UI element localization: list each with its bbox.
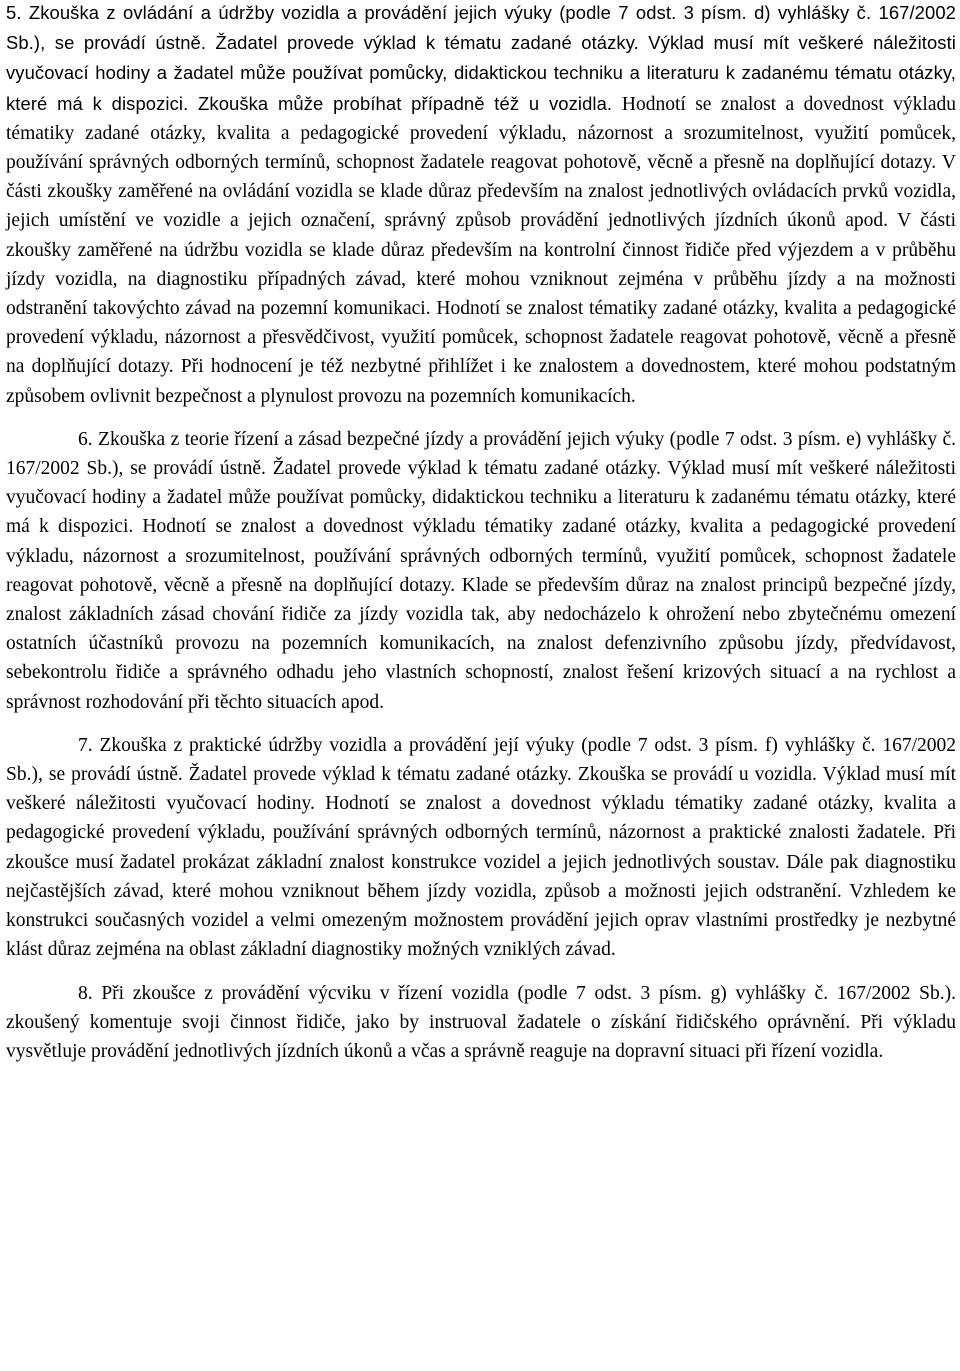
paragraph-6 [6, 425, 956, 717]
paragraph-7-body: 7. Zkouška z praktické údržby vozidla a provádění její výuky (podle 7 odst. 3 písm. f) vyhlášky č. 167/2002 Sb.), se provádí ústně. Žadatel provede výklad k tématu zadané otázky. Zkouška se provádí u vozidla. Výklad musí mít veškeré náležitosti vyučovací hodiny. Hodnotí se znalost a dovednost výkladu tématiky zadané otázky, kvalita a pedagogické provedení výkladu, používání správných odborných termínů, názornost a praktické znalosti žadatele. Při zkoušce musí žadatel prokázat základní znalost konstrukce vozidel a jejich jednotlivých soustav. Dále pak diagnostiku nejčastějších závad, které mohou vzniknout během jízdy vozidla, způsob a možnosti jejich odstranění. Vzhledem ke konstrukci současných vozidel a velmi omezeným možnostem provádění jejich oprav vlastními prostředky je nezbytné klást důraz zejména na oblast základní diagnostiky možných vzniklých závad. [6, 734, 956, 961]
paragraph-5-body: Hodnotí se znalost a dovednost výkladu tématiky zadané otázky, kvalita a pedagogické provedení výkladu, názornost a srozumitelnost, využití pomůcek, používání správných odborných termínů, schopnost žadatele reagovat pohotově, věcně a přesně na doplňující dotazy. V části zkoušky zaměřené na ovládání vozidla se klade důraz především na znalost jednotlivých ovládacích prvků vozidla, jejich umístění ve vozidle a jejich označení, správný způsob provádění jednotlivých jízdních úkonů apod. V části zkoušky zaměřené na údržbu vozidla se klade důraz především na kontrolní činnost řidiče před výjezdem a v průběhu jízdy vozidla, na diagnostiku případných závad, které mohou vzniknout zejména v průběhu jízdy a na možnosti odstranění takovýchto závad na pozemní komunikaci. Hodnotí se znalost tématiky zadané otázky, kvalita a pedagogické provedení výkladu, názornost a přesvědčivost, využití pomůcek, schopnost žadatele reagovat pohotově, věcně a přesně na doplňující dotazy. Při hodnocení je též nezbytné přihlížet i ke znalostem a dovednostem, které mohou podstatným způsobem ovlivnit bezpečnost a plynulost provozu na pozemních komunikacích. [6, 93, 956, 407]
paragraph-5 [6, 0, 956, 411]
paragraph-6-body: 6. Zkouška z teorie řízení a zásad bezpečné jízdy a provádění jejich výuky (podle 7 odst. 3 písm. e) vyhlášky č. 167/2002 Sb.), se provádí ústně. Žadatel provede výklad k tématu zadané otázky. Výklad musí mít veškeré náležitosti vyučovací hodiny a žadatel může používat pomůcky, didaktickou techniku a literaturu k zadanému tématu otázky, které má k dispozici. Hodnotí se znalost a dovednost výkladu tématiky zadané otázky, kvalita a pedagogické provedení výkladu, názornost a srozumitelnost, používání správných odborných termínů, využití pomůcek, schopnost žadatele reagovat pohotově, věcně a přesně na doplňující dotazy. Klade se především důraz na znalost principů bezpečné jízdy, znalost základních zásad chování řidiče za jízdy vozidla tak, aby nedocházelo k ohrožení nebo zbytečnému omezení ostatních účastníků provozu na pozemních komunikacích, na znalost defenzivního způsobu jízdy, předvídavost, sebekontrolu řidiče a správného odhadu jeho vlastních schopností, znalost řešení krizových situací a na rychlost a správnost rozhodování při těchto situacích apod. [6, 428, 956, 713]
paragraph-8 [6, 979, 956, 1067]
paragraph-7 [6, 731, 956, 965]
paragraph-8-body: 8. Při zkoušce z provádění výcviku v řízení vozidla (podle 7 odst. 3 písm. g) vyhlášky č. 167/2002 Sb.). zkoušený komentuje svoji činnost řidiče, jako by instruoval žadatele o získání řidičského oprávnění. Při výkladu vysvětluje provádění jednotlivých jízdních úkonů a včas a správně reaguje na dopravní situaci při řízení vozidla. [6, 982, 956, 1062]
document-page [6, 0, 956, 1080]
paragraph-5-intro: 5. Zkouška z ovládání a údržby vozidla a provádění jejich výuky (podle 7 odst. 3 písm. d) vyhlášky č. 167/2002 Sb.), se provádí ústně. Žadatel provede výklad k tématu zadané otázky. Výklad musí mít veškeré náležitosti vyučovací hodiny a žadatel může používat pomůcky, didaktickou techniku a literaturu k zadanému tématu otázky, které má k dispozici. Zkouška může probíhat případně též u vozidla. [6, 2, 956, 114]
